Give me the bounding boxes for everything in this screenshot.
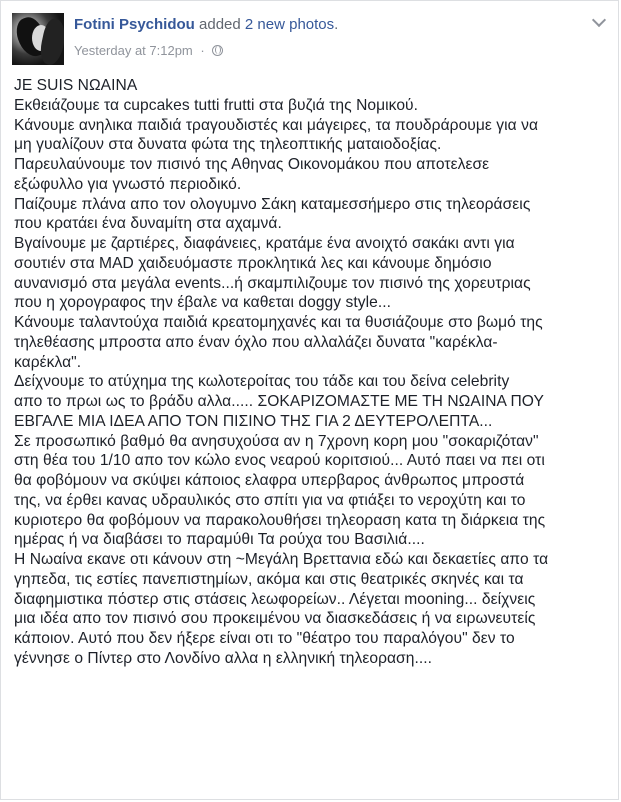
- globe-icon[interactable]: [212, 45, 223, 56]
- post-text-line: απο το πρωι ως το βράδυ αλλα..... ΣΟΚΑΡΙΖΟΜΑΣΤΕ ΜΕ ΤΗ ΝΩΑΙΝΑ ΠΟΥ: [14, 393, 544, 410]
- post-text-line: σουτιέν στα MAD χαιδευόμαστε προκλητικά λες και κάνουμε δημόσιο: [14, 254, 492, 272]
- post-text-line: μη γυαλίζουν στα δυνατα φώτα της τηλεοπτικής ματαιοδοξίας.: [14, 136, 442, 154]
- post-text-line: ημέρας ή να διαβάσει το παραμύθι Τα ρούχα του Βασιλιά....: [14, 531, 425, 549]
- post-timestamp-link[interactable]: Yesterday at 7:12pm: [74, 43, 193, 58]
- post-text-line: γέννησε ο Πίντερ στο Λονδίνο αλλα η ελληνική τηλεοραση....: [14, 649, 432, 667]
- post-text-line: της, να έρθει κανας υδραυλικός στο σπίτι για να φτιάξει το νεροχύτη και το: [14, 491, 526, 509]
- post-text-line: JE SUIS ΝΩΑΙΝΑ: [14, 77, 138, 94]
- post-text-line: τηλεθέασης μπροστα απο έναν όχλο που αλλαλάζει δυνατα "καρέκλα-: [14, 333, 498, 351]
- post-text-line: Κάνουμε ταλαντούχα παιδιά κρεατομηχανές και τα θυσιάζουμε στο βωμό της: [14, 314, 543, 331]
- post-text-line: Η Νωαίνα εκανε οτι κάνουν στη ~Μεγάλη Βρεττανια εδώ και δεκαετίες απο τα: [14, 551, 549, 568]
- post-text-line: κυριοτερο θα φοβόμουν να παρακολουθήσει τηλεοραση κατα τη διάρκεια της: [14, 511, 546, 529]
- post-text-line: Δείχνουμε το ατύχημα της κωλοτεροίτας του τάδε και του δείνα celebrity: [14, 373, 510, 391]
- post-text-line: Εκθειάζουμε τα cupcakes tutti frutti στα βυζιά της Νομικού.: [14, 96, 419, 114]
- post-text-line: εξώφυλλο για γνωστό περιοδικό.: [14, 175, 242, 193]
- post-text-line: θα φοβόμουν να σκύψει κάποιος ελαφρα υπερβαρος άνθρωπος μπροστά: [14, 472, 525, 489]
- post-text-line: μια ιδέα απο τον πισινό σου προκειμένου να διασκεδάσεις ή να ειρωνευτείς: [14, 610, 536, 628]
- post-text-line: Παρευλαύνουμε τον πισινό της Αθηνας Οικονομάκου που αποτελεσε: [14, 156, 490, 173]
- post-title-line: [74, 16, 338, 33]
- chevron-down-icon[interactable]: [592, 15, 606, 27]
- post-text-line: Παίζουμε πλάνα απο τον ολογυμνο Σάκη καταμεσσήμερο στις τηλεοράσεις: [14, 195, 531, 213]
- post-action-suffix: .: [334, 16, 339, 33]
- post-text-line: καρέκλα".: [14, 353, 82, 371]
- post-text-line: αυνανισμό στα μεγάλα events...ή σκαμπιλιζουμε τον πισινό της χορευτριας: [14, 274, 531, 292]
- post-text-line: γηπεδα, τις εστίες πανεπιστημίων, ακόμα και στις θεατρικές σκηνές και τα: [14, 570, 524, 588]
- post-text-line: Κάνουμε ανηλικα παιδιά τραγουδιστές και μάγειρες, τα πουδράρουμε για να: [14, 116, 539, 134]
- post-text-line: κάποιον. Αυτό που δεν ήξερε είναι οτι το "θέατρο του παραλόγου" δεν το: [14, 630, 515, 647]
- post-meta: [74, 43, 223, 58]
- post-text-line: στη θέα του 1/10 απο τον κώλο ενος νεαρού κοριτσιού... Αυτό παει να πει οτι: [14, 452, 545, 470]
- post-text-line: Βγαίνουμε με ζαρτιέρες, διαφάνειες, κρατάμε ένα ανοιχτό σακάκι αντι για: [14, 235, 515, 252]
- post-text-line: διαφημιστικα πόστερ στις στάσεις λεωφορείων.. Λέγεται mooning... δείχνεις: [14, 590, 536, 608]
- post-text-line: που κρατάει ένα δυναμίτη στα αχαμνά.: [14, 215, 282, 233]
- avatar[interactable]: [12, 13, 64, 65]
- post-text: [14, 76, 614, 669]
- post-header: [12, 13, 608, 63]
- post-action-text: added: [199, 16, 241, 33]
- meta-separator: ·: [200, 43, 205, 58]
- post-text-line: ΕΒΓΑΛΕ ΜΙΑ ΙΔΕΑ ΑΠΟ ΤΟΝ ΠΙΣΙΝΟ ΤΗΣ ΓΙΑ 2 ΔΕΥΤΕΡΟΛΕΠΤΑ...: [14, 412, 493, 430]
- author-name-link[interactable]: Fotini Psychidou: [74, 16, 195, 33]
- new-photos-link[interactable]: 2 new photos: [244, 16, 335, 33]
- post-text-line: Σε προσωπικό βαθμό θα ανησυχούσα αν η 7χρονη κορη μου "σοκαριζόταν": [14, 432, 539, 450]
- post-text-line: που η χορογραφος την έβαλε να καθεται doggy style...: [14, 294, 391, 312]
